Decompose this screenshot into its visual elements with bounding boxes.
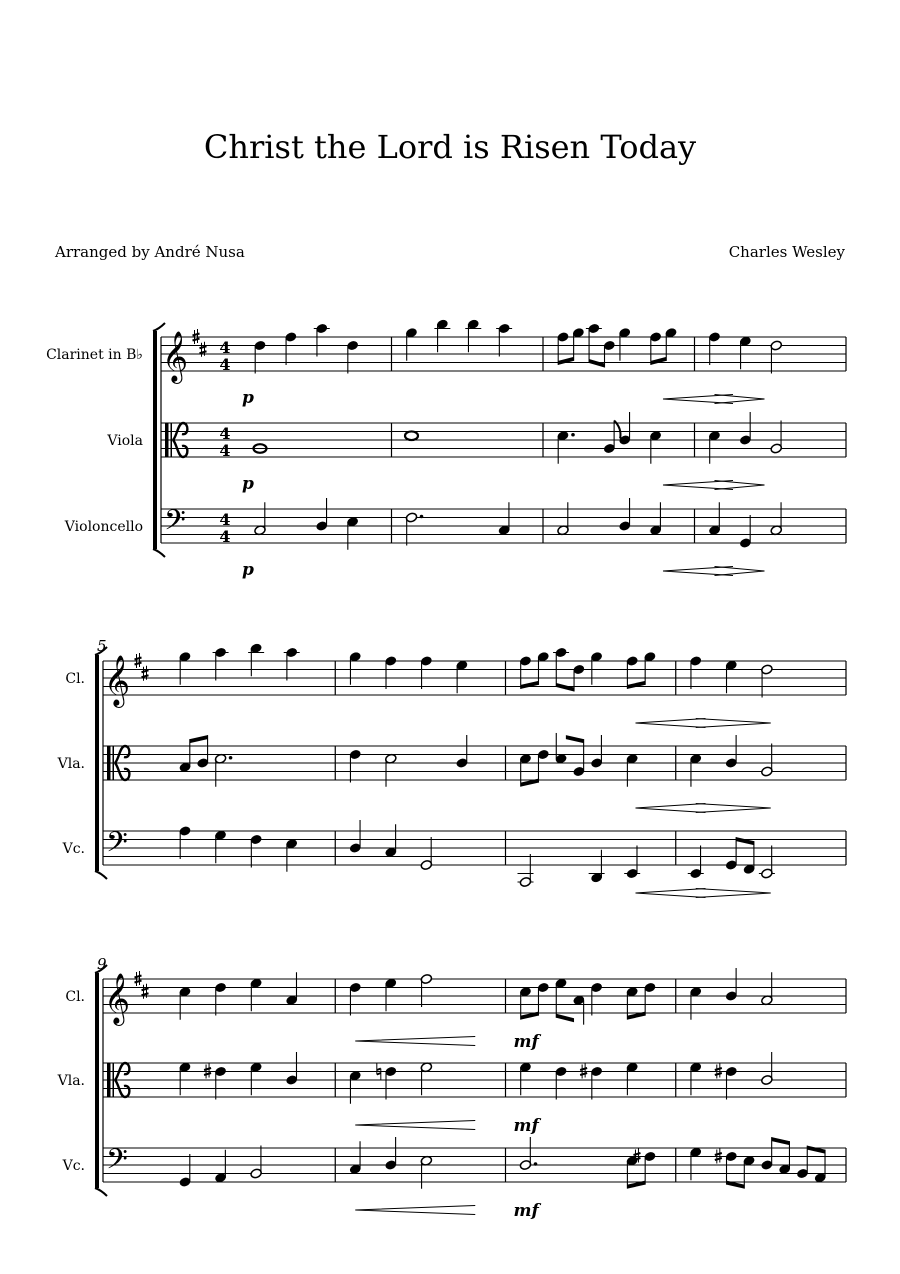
bass-clef-icon: 𝄢 bbox=[106, 826, 128, 866]
dynamic-marking: p bbox=[242, 560, 254, 580]
note bbox=[626, 753, 638, 786]
note bbox=[285, 972, 297, 1005]
note bbox=[708, 332, 720, 365]
note bbox=[214, 982, 226, 1015]
diminuendo-hairpin bbox=[696, 804, 771, 813]
bracket-bottom bbox=[95, 871, 107, 879]
note bbox=[708, 502, 720, 535]
note bbox=[778, 1141, 790, 1175]
note bbox=[761, 972, 773, 1005]
note bbox=[456, 735, 468, 768]
note bbox=[537, 651, 549, 685]
note bbox=[665, 327, 677, 361]
note bbox=[349, 651, 361, 684]
note bbox=[434, 319, 450, 352]
beam bbox=[558, 357, 573, 365]
instrument-label: Cl. bbox=[65, 989, 85, 1005]
note bbox=[770, 502, 782, 535]
beam bbox=[627, 681, 645, 689]
note bbox=[349, 820, 361, 853]
note bbox=[496, 323, 512, 356]
note bbox=[346, 340, 358, 373]
note bbox=[590, 735, 602, 768]
note bbox=[555, 978, 567, 1018]
time-signature-bottom: 4 bbox=[219, 527, 231, 546]
note bbox=[759, 846, 775, 879]
crescendo-hairpin bbox=[663, 567, 733, 576]
treble-clef-icon: 𝄞 bbox=[162, 331, 189, 382]
note bbox=[555, 733, 567, 764]
note bbox=[385, 824, 397, 857]
note bbox=[761, 1052, 773, 1085]
instrument-label: Vla. bbox=[57, 1073, 85, 1089]
note bbox=[285, 332, 297, 365]
note bbox=[739, 515, 751, 548]
note bbox=[385, 1066, 397, 1099]
note bbox=[725, 837, 737, 870]
instrument-label: Viola bbox=[107, 433, 143, 449]
bracket-bottom bbox=[153, 549, 165, 557]
note bbox=[796, 1146, 808, 1179]
dot bbox=[534, 1162, 538, 1166]
note bbox=[725, 1066, 737, 1099]
note bbox=[690, 656, 702, 689]
note bbox=[708, 430, 720, 463]
bracket-top bbox=[153, 323, 165, 331]
note bbox=[573, 995, 585, 1025]
system-bracket bbox=[95, 973, 99, 1188]
crescendo-hairpin bbox=[636, 889, 706, 898]
note bbox=[405, 431, 418, 440]
note bbox=[179, 1154, 191, 1187]
note bbox=[557, 502, 569, 535]
note bbox=[537, 749, 549, 783]
note bbox=[250, 1146, 262, 1179]
dynamic-marking: mf bbox=[513, 1116, 539, 1136]
note bbox=[518, 854, 534, 887]
note bbox=[739, 412, 751, 445]
note bbox=[770, 421, 782, 454]
crescendo-hairpin bbox=[663, 481, 733, 490]
note bbox=[250, 978, 262, 1011]
time-signature-bottom: 4 bbox=[219, 441, 231, 460]
note bbox=[555, 1066, 567, 1099]
crescendo-hairpin bbox=[636, 719, 706, 728]
note bbox=[250, 834, 262, 867]
instrument-label: Vla. bbox=[57, 756, 85, 772]
diminuendo-hairpin bbox=[696, 889, 771, 898]
note bbox=[690, 753, 702, 786]
note bbox=[349, 749, 361, 782]
note bbox=[284, 647, 300, 680]
note bbox=[385, 656, 397, 689]
note bbox=[349, 982, 361, 1015]
note bbox=[761, 664, 773, 697]
bass-clef-icon: 𝄢 bbox=[164, 504, 186, 544]
note bbox=[725, 660, 737, 693]
note bbox=[649, 502, 661, 535]
dynamic-marking: mf bbox=[513, 1201, 539, 1221]
note bbox=[537, 982, 549, 1016]
note bbox=[619, 327, 631, 360]
note bbox=[314, 323, 330, 356]
note bbox=[690, 1062, 702, 1095]
note bbox=[770, 340, 782, 373]
crescendo-hairpin bbox=[636, 804, 706, 813]
note bbox=[572, 327, 584, 361]
beam bbox=[807, 1146, 825, 1154]
diminuendo-hairpin bbox=[715, 481, 765, 490]
note bbox=[725, 968, 737, 1001]
note bbox=[254, 340, 266, 373]
time-signature-top: 4 bbox=[219, 424, 231, 443]
note bbox=[420, 656, 432, 689]
note bbox=[405, 512, 423, 545]
note bbox=[420, 974, 432, 1007]
note bbox=[385, 1137, 397, 1170]
note bbox=[761, 744, 773, 777]
bass-clef-icon: 𝄢 bbox=[106, 1143, 128, 1183]
measure-number: 5 bbox=[97, 637, 107, 655]
diminuendo-hairpin bbox=[715, 567, 765, 576]
note bbox=[644, 1151, 656, 1185]
note bbox=[465, 319, 481, 352]
beam bbox=[772, 1137, 790, 1145]
note bbox=[179, 986, 191, 1019]
note bbox=[586, 323, 602, 363]
system-bracket bbox=[95, 655, 99, 871]
note bbox=[519, 1062, 531, 1095]
beam bbox=[556, 683, 574, 692]
note bbox=[498, 502, 510, 535]
treble-clef-icon: 𝄞 bbox=[104, 655, 131, 706]
note bbox=[420, 1062, 432, 1095]
note bbox=[420, 1155, 432, 1188]
note bbox=[385, 978, 397, 1011]
dot bbox=[420, 515, 424, 519]
crescendo-hairpin bbox=[355, 1121, 475, 1130]
note bbox=[590, 651, 602, 684]
instrument-label: Clarinet in B♭ bbox=[46, 347, 143, 363]
note bbox=[456, 660, 468, 693]
beam bbox=[651, 357, 666, 365]
note bbox=[761, 1137, 773, 1170]
note bbox=[573, 739, 585, 777]
note bbox=[316, 498, 328, 531]
note bbox=[214, 1066, 226, 1099]
beam bbox=[736, 837, 754, 845]
time-signature-top: 4 bbox=[219, 510, 231, 529]
crescendo-hairpin bbox=[355, 1206, 475, 1215]
note bbox=[743, 841, 755, 875]
measure-number: 9 bbox=[97, 955, 107, 973]
note bbox=[179, 651, 191, 684]
note bbox=[179, 739, 191, 773]
bracket-bottom bbox=[95, 1188, 107, 1196]
note bbox=[644, 982, 656, 1016]
crescendo-hairpin bbox=[663, 395, 733, 404]
system-bracket bbox=[153, 331, 157, 549]
instrument-label: Vc. bbox=[62, 1158, 85, 1174]
note bbox=[590, 982, 602, 1015]
beam bbox=[521, 681, 539, 689]
note bbox=[743, 1155, 755, 1188]
note bbox=[179, 1062, 191, 1095]
instrument-label: Vc. bbox=[62, 841, 85, 857]
note bbox=[214, 1150, 226, 1183]
note bbox=[519, 1137, 537, 1170]
note bbox=[553, 647, 569, 687]
note bbox=[349, 1141, 361, 1174]
diminuendo-hairpin bbox=[696, 719, 771, 728]
note bbox=[688, 846, 704, 879]
note bbox=[420, 837, 432, 870]
note bbox=[814, 1150, 826, 1184]
dynamic-marking: mf bbox=[513, 1032, 539, 1052]
composer-credit: Charles Wesley bbox=[728, 243, 845, 261]
note bbox=[589, 850, 605, 883]
instrument-label: Violoncello bbox=[64, 519, 143, 535]
beam bbox=[556, 1014, 574, 1023]
time-signature-bottom: 4 bbox=[219, 355, 231, 374]
score-title: Christ the Lord is Risen Today bbox=[203, 128, 697, 166]
note bbox=[250, 1062, 262, 1095]
note bbox=[285, 1052, 297, 1085]
instrument-label: Cl. bbox=[65, 671, 85, 687]
note bbox=[739, 336, 751, 369]
dynamic-marking: p bbox=[242, 388, 254, 408]
note bbox=[725, 735, 737, 768]
treble-clef-icon: 𝄞 bbox=[104, 973, 131, 1024]
note bbox=[254, 502, 266, 535]
dynamic-marking: p bbox=[242, 474, 254, 494]
note bbox=[349, 1070, 361, 1103]
note bbox=[649, 430, 661, 463]
dot bbox=[229, 756, 233, 760]
dot bbox=[571, 433, 575, 437]
note bbox=[644, 651, 656, 685]
note bbox=[179, 826, 191, 859]
note bbox=[248, 643, 264, 676]
note bbox=[385, 753, 397, 786]
note bbox=[624, 846, 640, 879]
time-signature-top: 4 bbox=[219, 338, 231, 357]
beam bbox=[190, 735, 208, 743]
note bbox=[213, 647, 229, 680]
note bbox=[690, 986, 702, 1019]
note bbox=[405, 327, 417, 360]
note bbox=[590, 1066, 602, 1099]
arranger-credit: Arranged by André Nusa bbox=[55, 243, 245, 261]
beam bbox=[589, 359, 604, 368]
beam bbox=[566, 735, 584, 743]
note bbox=[285, 838, 297, 871]
note bbox=[346, 516, 358, 549]
note bbox=[690, 1147, 702, 1180]
note-head bbox=[405, 431, 418, 440]
note bbox=[626, 1062, 638, 1095]
crescendo-hairpin bbox=[355, 1037, 475, 1046]
note bbox=[619, 498, 631, 531]
note bbox=[214, 830, 226, 863]
note bbox=[725, 1151, 737, 1185]
note bbox=[557, 430, 575, 463]
diminuendo-hairpin bbox=[715, 395, 765, 404]
note bbox=[214, 753, 232, 786]
